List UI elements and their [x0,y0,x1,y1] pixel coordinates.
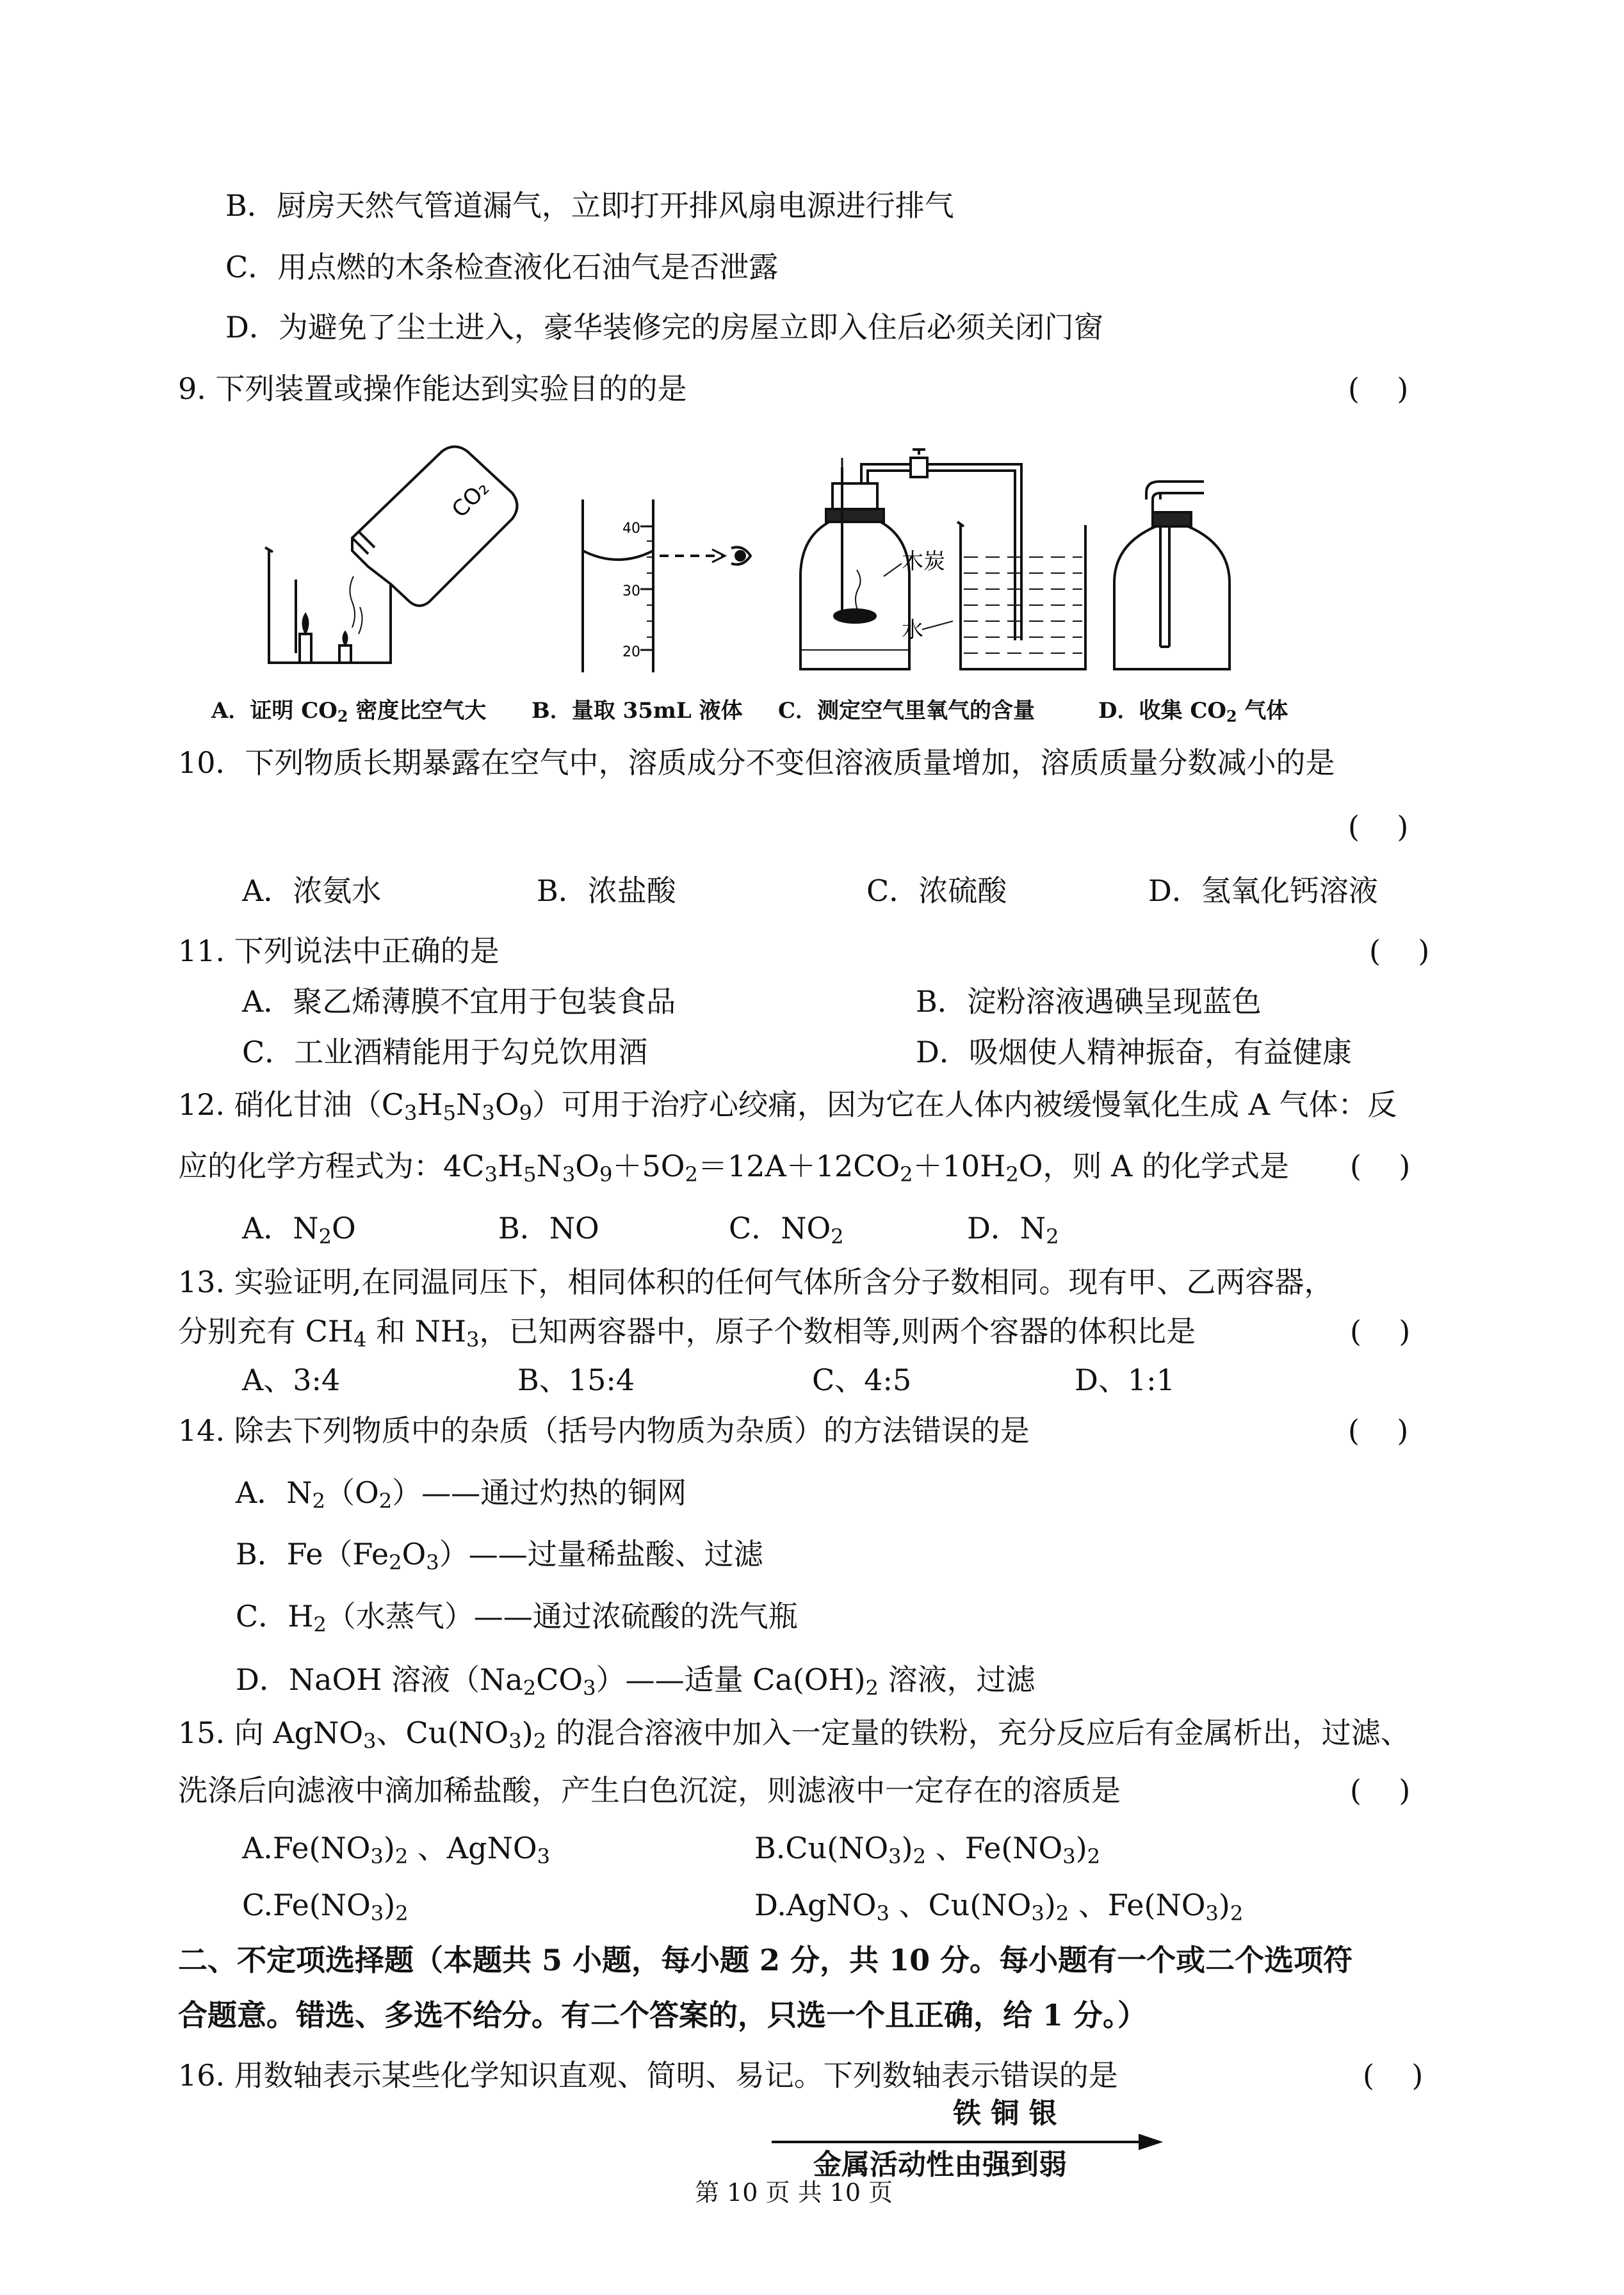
section2-heading-line1: 二、不定项选择题（本题共 5 小题，每小题 2 分，共 10 分。每小题有一个或二个选项符 [178,1943,1353,1977]
q16-axis-caption: 金属活动性由强到弱 [813,2148,1067,2181]
q10-option-d: D．氢氧化钙溶液 [1148,873,1378,908]
q12-option-d: D．$N_2$ [967,1211,1059,1249]
q13-answer-paren: ( ) [1350,1314,1411,1349]
q16-stem: 16. 用数轴表示某些化学知识直观、简明、易记。下列数轴表示错误的是 [178,2058,1118,2093]
figure-c-oxygen-apparatus [794,448,1095,679]
q13-option-b: B、15:4 [517,1363,635,1397]
q10-answer-paren: ( ) [1348,809,1409,844]
q11-answer-paren: ( ) [1369,934,1430,968]
q13-stem-line1: 13. 实验证明,在同温同压下，相同体积的任何气体所含分子数相同。现有甲、乙两容器， [178,1265,1334,1299]
q14-answer-paren: ( ) [1348,1413,1409,1448]
figure-c-water-label: 水 [902,617,923,643]
q9-stem: 9. 下列装置或操作能达到实验目的的是 [178,371,687,406]
q13-option-a: A、3:4 [242,1363,341,1397]
q14-stem: 14. 除去下列物质中的杂质（括号内物质为杂质）的方法错误的是 [178,1413,1030,1448]
figure-a-bottle-label: CO₂ [447,475,494,523]
q12-stem-line1: 12. 硝化甘油$(C_3H_5N_3O_9)$可用于治疗心绞痛，因为它在人体内被缓慢氧化生成 A 气体：反 [178,1087,1397,1126]
q12-answer-paren: ( ) [1350,1149,1411,1183]
q11-option-c: C．工业酒精能用于勾兑饮用酒 [242,1035,648,1069]
q11-option-a: A．聚乙烯薄膜不宜用于包装食品 [242,984,676,1019]
q8-option-b: B．厨房天然气管道漏气，立即打开排风扇电源进行排气 [225,188,954,223]
q16-axis-metals: 铁 铜 银 [953,2097,1057,2130]
figure-d-gas-bottle [1101,474,1242,679]
caption-d: D．收集 $CO_2$ 气体 [1098,698,1288,726]
q14-option-a: A．$N_2(O_2)——$通过灼热的铜网 [236,1475,687,1514]
tick-20: 20 [622,644,640,660]
tick-30: 30 [622,583,640,599]
figure-c-charcoal-label: 木炭 [902,549,945,574]
q15-option-a: $A.Fe(NO_3)_2$ 、AgNO$_3$ [242,1831,551,1869]
caption-a: A．证明 $CO_2$ 密度比空气大 [211,698,487,726]
q11-stem: 11. 下列说法中正确的是 [178,934,499,968]
page-footer: 第 10 页 共 10 页 [695,2178,893,2207]
figure-a-co2-beaker [256,442,525,672]
q9-answer-paren: ( ) [1348,371,1409,406]
figure-b-graduated-cylinder [564,493,775,672]
q14-option-c: C．$H_2$（水蒸气）——通过浓硫酸的洗气瓶 [236,1599,798,1637]
q13-option-c: C、4:5 [812,1363,912,1397]
q8-option-c: C．用点燃的木条检查液化石油气是否泄露 [225,250,779,284]
section2-heading-line2: 合题意。错选、多选不给分。有二个答案的，只选一个且正确，给 1 分。） [178,1998,1148,2032]
q10-option-b: B．浓盐酸 [537,873,676,908]
q15-answer-paren: ( ) [1350,1773,1411,1808]
q13-option-d: D、1:1 [1075,1363,1175,1397]
q15-option-c: $C.Fe(NO_3)_2$ [242,1888,409,1926]
q8-option-d: D．为避免了尘土进入，豪华装修完的房屋立即入住后必须关闭门窗 [225,310,1103,345]
caption-b: B．量取 35mL 液体 [532,698,743,724]
q10-stem: 10．下列物质长期暴露在空气中，溶质成分不变但溶液质量增加，溶质质量分数减小的是 [178,745,1335,780]
tick-40: 40 [622,521,640,537]
q15-option-b: $B.Cu(NO_3)_2$ 、$Fe(NO_3)_2$ [754,1831,1101,1869]
q13-stem-line2: 分别充有 $CH_4$ 和 $NH_3$，已知两容器中，原子个数相等,则两个容器的体积比是 [178,1314,1196,1352]
q15-stem-line2: 洗涤后向滤液中滴加稀盐酸，产生白色沉淀，则滤液中一定存在的溶质是 [178,1773,1121,1808]
q14-option-b: B．$Fe(Fe_2O_3)——$过量稀盐酸、过滤 [236,1537,763,1575]
q11-option-b: B．淀粉溶液遇碘呈现蓝色 [916,984,1262,1019]
q11-option-d: D．吸烟使人精神振奋，有益健康 [916,1035,1352,1069]
q15-stem-line1: 15. 向 AgNO$_3$、$Cu(NO_3)_2$ 的混合溶液中加入一定量的铁粉，充分反应后有金属析出，过滤、 [178,1715,1410,1754]
q12-option-b: B．NO [498,1211,599,1245]
q10-option-a: A．浓氨水 [242,873,382,908]
q15-option-d: D.AgNO$_3$ 、$Cu(NO_3)_2$ 、$Fe(NO_3)_2$ [754,1888,1244,1926]
q10-option-c: C．浓硫酸 [866,873,1007,908]
q16-answer-paren: ( ) [1363,2058,1424,2093]
caption-c: C．测定空气里氧气的含量 [778,698,1035,724]
q12-stem-line2: 应的化学方程式为：$4C_3H_5N_3O_9+5O_2=12A+12CO_2+10H_2O$，则 A 的化学式是 [178,1149,1289,1187]
q12-option-c: C．$NO_2$ [729,1211,844,1249]
q12-option-a: A．$N_2O$ [242,1211,356,1249]
q14-option-d: D．NaOH 溶液$(Na_2CO_3)——$适量 $Ca(OH)_2$ 溶液，过滤 [236,1662,1035,1701]
